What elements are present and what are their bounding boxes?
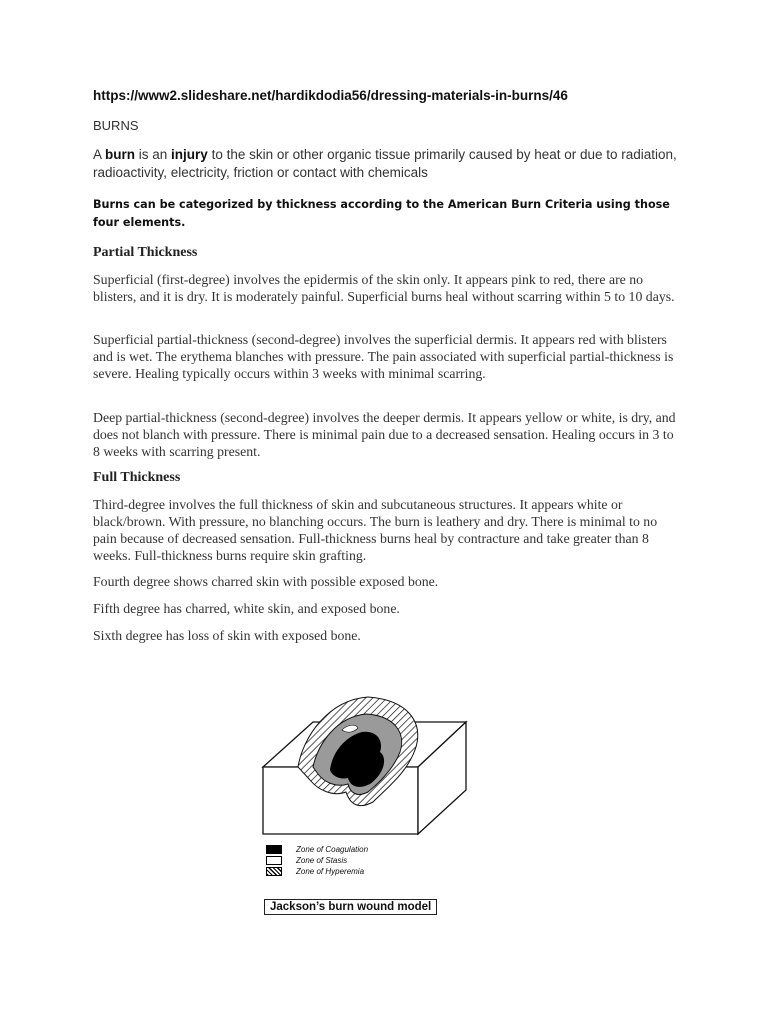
intro-text-2: is an bbox=[135, 147, 172, 162]
legend-label-coagulation: Zone of Coagulation bbox=[296, 845, 369, 854]
section-title: BURNS bbox=[93, 118, 139, 133]
paragraph-superficial-partial: Superficial partial-thickness (second-degree) involves the superficial dermis. It appears red with blisters and is wet. The erythema blanches with pressure. The pain associated with superficial partial-thickness is severe. Healing typically occurs within 3 weeks with minimal scarring. bbox=[93, 332, 674, 381]
legend-item-stasis bbox=[266, 855, 368, 866]
legend-label-hyperemia: Zone of Hyperemia bbox=[296, 867, 365, 876]
legend-label-stasis: Zone of Stasis bbox=[296, 856, 348, 865]
paragraph-fourth-degree: Fourth degree shows charred skin with possible exposed bone. bbox=[93, 574, 439, 589]
swatch-hatched bbox=[266, 867, 282, 876]
swatch-white bbox=[266, 856, 282, 865]
paragraph-superficial: Superficial (first-degree) involves the epidermis of the skin only. It appears pink to red, there are no blisters, and it is dry. It is moderately painful. Superficial burns heal without scarring within 5 to 10 days. bbox=[93, 272, 675, 304]
paragraph-third-degree: Third-degree involves the full thickness of skin and subcutaneous structures. It appears white or black/brown. With pressure, no blanching occurs. The burn is leathery and dry. There is minimal to no pain because of decreased sensation. Full-thickness burns heal by contracture and take greater than 8 weeks. Full-thickness burns require skin grafting. bbox=[93, 497, 658, 563]
figure-caption: Jackson’s burn wound model bbox=[264, 899, 437, 915]
intro-paragraph bbox=[93, 146, 678, 182]
intro-text-1: A bbox=[93, 147, 106, 162]
paragraph-deep-partial: Deep partial-thickness (second-degree) involves the deeper dermis. It appears yellow or white, is dry, and does not blanch with pressure. There is minimal pain due to a decreased sensation. Healing occurs in 3 to 8 weeks with scarring present. bbox=[93, 410, 676, 459]
legend bbox=[266, 844, 368, 877]
full-thickness-heading: Full Thickness bbox=[93, 470, 181, 485]
intro-term-injury: injury bbox=[171, 147, 208, 162]
burn-wound-figure bbox=[258, 692, 468, 892]
paragraph-fifth-degree: Fifth degree has charred, white skin, and exposed bone. bbox=[93, 601, 400, 616]
source-url[interactable]: https://www2.slideshare.net/hardikdodia56/dressing-materials-in-burns/46 bbox=[93, 88, 568, 103]
intro-term-burn: burn bbox=[105, 147, 136, 162]
swatch-solid-black bbox=[266, 845, 282, 854]
intro-text-3: to the skin or other organic tissue primarily caused by heat or due to radiation, radioactivity, electricity, friction or contact with chemicals bbox=[93, 147, 677, 180]
paragraph-sixth-degree: Sixth degree has loss of skin with exposed bone. bbox=[93, 628, 361, 643]
partial-thickness-heading: Partial Thickness bbox=[93, 245, 198, 260]
legend-item-hyperemia bbox=[266, 866, 368, 877]
burn-wound-diagram bbox=[258, 692, 468, 837]
categorization-note: Burns can be categorized by thickness according to the American Burn Criteria using those four elements. bbox=[93, 198, 670, 229]
legend-item-coagulation bbox=[266, 844, 368, 855]
